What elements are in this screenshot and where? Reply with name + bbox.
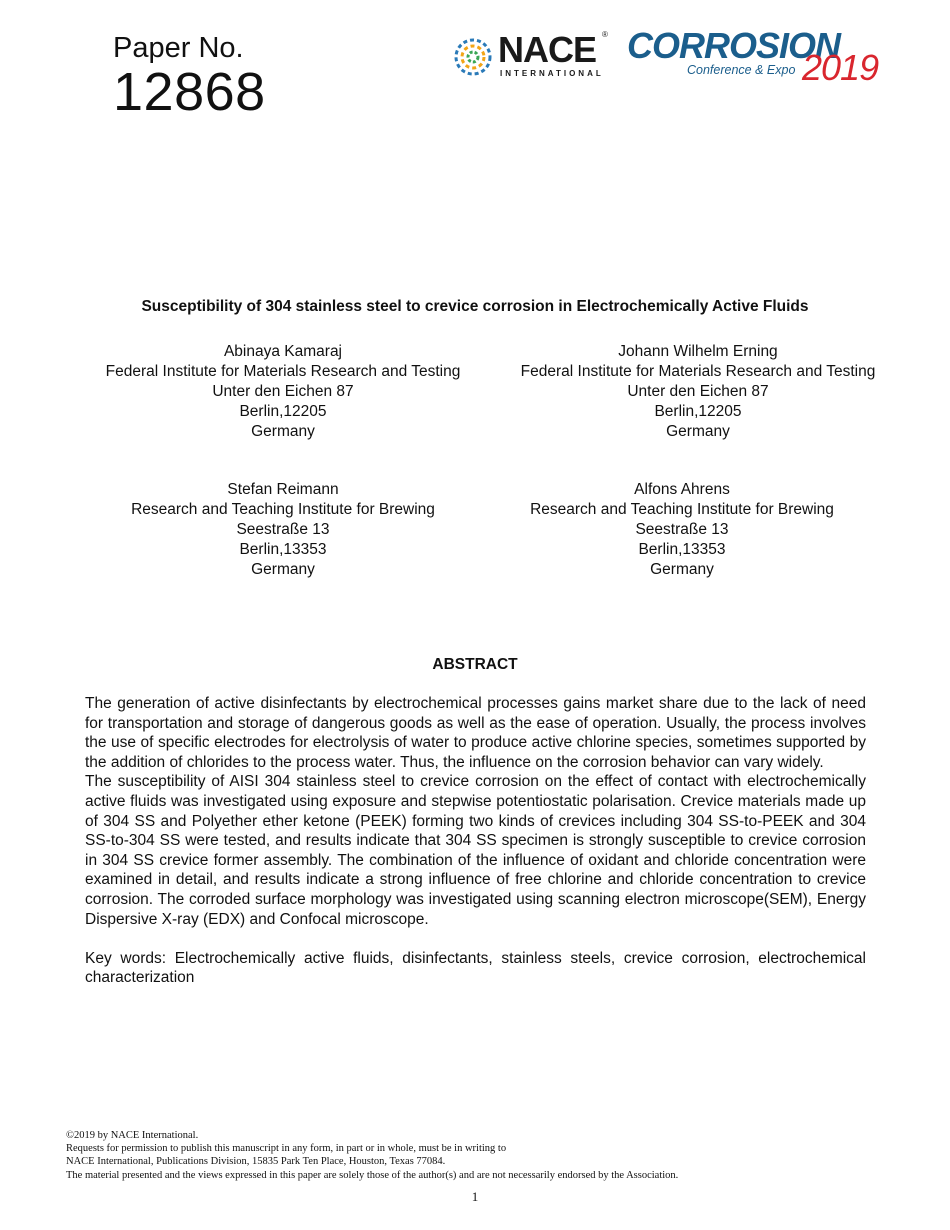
author-name: Abinaya Kamaraj (223, 343, 343, 360)
author-street: Seestraße 13 (635, 521, 729, 538)
address-line: NACE International, Publications Division, 15835 Park Ten Place, Houston, Texas 77084. (66, 1156, 446, 1168)
footer-notice (66, 1129, 866, 1182)
author-city: Berlin,12205 (239, 403, 327, 420)
registered-mark: ® (602, 30, 608, 39)
abstract-paragraph: The generation of active disinfectants by electrochemical processes gains market share due to the lack of need for transportation and storage of dangerous goods as well as the ease of operation. Usually, the process involves the use of specific electrodes for electrolysis of water to produce active chlorine species, sometimes supported by the addition of chlorides to the process water. Thus, the influence on the corrosion behavior can vary widely. (85, 695, 866, 771)
header-logos (452, 25, 892, 90)
page-number: 1 (471, 1189, 479, 1204)
nace-globe-icon (452, 36, 494, 78)
paper-title: Susceptibility of 304 stainless steel to crevice corrosion in Electrochemically Active Fluids (141, 298, 809, 315)
copyright-line: ©2019 by NACE International. (66, 1130, 199, 1141)
permission-line: Requests for permission to publish this manuscript in any form, in part or in whole, must be in writing to (66, 1143, 507, 1155)
abstract-paragraph: The susceptibility of AISI 304 stainless steel to crevice corrosion on the effect of contact with electrochemically active fluids was investigated using exposure and stepwise potentiostatic polarisation. Crevice materials made up of 304 SS and Polyether ether ketone (PEEK) forming two kinds of crevices including 304 SS-to-PEEK and 304 SS-to-304 SS were tested, and results indicate that 304 SS specimen is strongly susceptible to crevice corrosion in 304 SS crevice former assembly. The combination of the influence of oxidant and chloride concentration were examined in detail, and results indicate a strong influence of free chlorine and chloride concentration to crevice corrosion. The corroded surface morphology was investigated using scanning electron microscope(SEM), Energy Dispersive X-ray (EDX) and Confocal microscope. (85, 773, 866, 928)
author-institution: Research and Teaching Institute for Brewing (530, 501, 834, 518)
author-name: Alfons Ahrens (634, 481, 730, 498)
author-city: Berlin,13353 (239, 541, 327, 558)
conference-expo-text: Conference & Expo (687, 63, 796, 77)
author-city: Berlin,13353 (638, 541, 726, 558)
author-city: Berlin,12205 (654, 403, 742, 420)
author-block (73, 342, 493, 442)
abstract-heading: ABSTRACT (432, 656, 518, 673)
author-institution: Federal Institute for Materials Research and Testing (520, 363, 876, 380)
author-name: Stefan Reimann (227, 481, 339, 498)
author-country: Germany (650, 561, 714, 578)
keywords: Key words: Electrochemically active fluids, disinfectants, stainless steels, crevice corrosion, electrochemical characterization (85, 949, 866, 987)
corrosion-logo (627, 25, 892, 90)
corrosion-wordmark: CORROSION (627, 25, 841, 66)
nace-international-text: INTERNATIONAL (500, 69, 604, 78)
conference-year: 2019 (802, 47, 879, 88)
paper-number: 12868 (113, 62, 266, 122)
author-name: Johann Wilhelm Erning (618, 343, 778, 360)
author-country: Germany (666, 423, 730, 440)
disclaimer-line: The material presented and the views expressed in this paper are solely those of the author(s) and are not necessarily endorsed by the Association. (66, 1169, 679, 1181)
author-street: Seestraße 13 (236, 521, 330, 538)
author-country: Germany (251, 423, 315, 440)
author-street: Unter den Eichen 87 (212, 383, 354, 400)
paper-number-block (113, 32, 266, 122)
abstract-body (85, 694, 866, 988)
author-block (488, 342, 908, 442)
author-institution: Federal Institute for Materials Research and Testing (105, 363, 461, 380)
author-block (73, 480, 493, 580)
author-street: Unter den Eichen 87 (627, 383, 769, 400)
author-country: Germany (251, 561, 315, 578)
nace-logo (452, 29, 617, 84)
nace-wordmark: NACE (498, 29, 597, 70)
author-institution: Research and Teaching Institute for Brewing (131, 501, 435, 518)
author-block (472, 480, 892, 580)
paper-label: Paper No. (113, 32, 244, 64)
